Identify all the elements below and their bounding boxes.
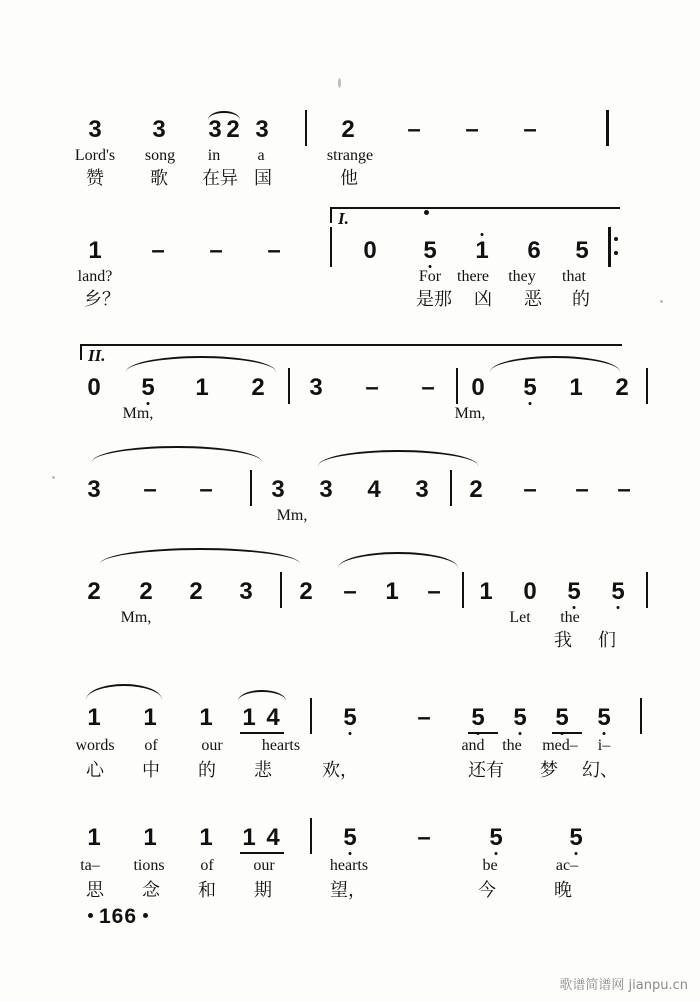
lyric-en: that [562, 268, 586, 285]
volta-label: I. [338, 209, 349, 228]
barline [646, 572, 648, 608]
barline [646, 368, 648, 404]
note: 1 [479, 578, 493, 605]
slur [318, 450, 478, 466]
lyric-cn: 乡？ [84, 289, 120, 310]
lyric-en: a [257, 147, 265, 164]
page-number-dot-left [88, 913, 93, 918]
watermark-text: 歌谱简谱网 jianpu.cn [559, 978, 688, 993]
note: 1 [87, 824, 101, 851]
note-low: 5 [486, 824, 506, 852]
page-number [88, 905, 148, 929]
note-extend: – [417, 704, 431, 731]
note: 3 [271, 476, 285, 503]
note: 3 [319, 476, 333, 503]
barline [305, 110, 307, 146]
lyric-cn: 晚 [554, 880, 572, 901]
lyric-cn: 在异 [202, 168, 238, 189]
note-extend: – [143, 476, 157, 503]
lyric-cn: 凶 [474, 289, 492, 310]
volta-label: II. [88, 346, 106, 365]
note: 0 [87, 374, 101, 401]
lyric-en: For [418, 268, 442, 285]
slur [86, 684, 162, 700]
barline [450, 470, 452, 506]
note: 1 [199, 824, 213, 851]
page-number-value: 166 [99, 905, 138, 928]
note: 2 [87, 578, 101, 605]
beam [468, 732, 498, 734]
note-extend: – [421, 374, 435, 401]
note-extend: – [465, 116, 479, 143]
lyric-en: Mm, [122, 405, 154, 422]
lyric-en: our [253, 857, 275, 874]
lyric-cn: 念 [142, 880, 160, 901]
lyric-cn: 欢， [322, 760, 358, 781]
scan-speck [660, 300, 663, 303]
note: 3 [152, 116, 166, 143]
scan-speck [52, 476, 55, 479]
note-low: 5 [468, 704, 488, 732]
note-extend: – [617, 476, 631, 503]
note: 4 [367, 476, 381, 503]
note: 1 [143, 704, 157, 731]
note: 0 [363, 237, 377, 264]
barline [310, 698, 312, 734]
note: 1 [242, 704, 256, 731]
note: 2 [251, 374, 265, 401]
note: 2 [139, 578, 153, 605]
lyric-cn: 歌 [150, 168, 168, 189]
note-low: 5 [520, 374, 540, 402]
note: 1 [242, 824, 256, 851]
volta-dot [424, 210, 429, 215]
note: 1 [199, 704, 213, 731]
beam [240, 852, 284, 854]
lyric-cn: 和 [198, 880, 216, 901]
note: 2 [341, 116, 355, 143]
note: 5 [575, 237, 589, 264]
lyric-en: Let [509, 609, 531, 626]
note-extend: – [523, 116, 537, 143]
lyric-en: Mm, [120, 609, 152, 626]
note: 1 [143, 824, 157, 851]
lyric-cn: 他 [340, 168, 358, 189]
barline [330, 227, 332, 267]
lyric-cn: 的 [572, 289, 590, 310]
beam [240, 732, 284, 734]
lyric-en: there [457, 268, 489, 285]
lyric-cn: 中 [142, 760, 160, 781]
note: 3 [239, 578, 253, 605]
note-extend: – [523, 476, 537, 503]
tie-arc [208, 111, 240, 120]
lyric-cn: 梦 [540, 760, 558, 781]
lyric-cn: 是那 [416, 289, 452, 310]
lyric-cn: 赞 [86, 168, 104, 189]
barline [288, 368, 290, 404]
barline-end [606, 110, 609, 146]
barline [462, 572, 464, 608]
note-extend: – [343, 578, 357, 605]
slur [92, 446, 262, 462]
note: 6 [527, 237, 541, 264]
note: 1 [87, 704, 101, 731]
lyric-en: be [482, 857, 498, 874]
lyric-en: strange [326, 147, 374, 164]
note: 3 [87, 476, 101, 503]
note: 1 [385, 578, 399, 605]
lyric-en: the [502, 737, 522, 754]
lyric-cn: 我 [554, 630, 572, 651]
lyric-en: i– [597, 737, 611, 754]
note: 4 [266, 704, 280, 731]
watermark [559, 974, 688, 993]
lyric-en: hearts [329, 857, 369, 874]
note: 3 [208, 116, 222, 143]
lyric-cn: 心 [86, 760, 104, 781]
lyric-cn: 还有 [468, 760, 504, 781]
note-extend: – [267, 237, 281, 264]
note-high: 1 [472, 237, 492, 265]
lyric-cn: 们 [598, 630, 616, 651]
lyric-en: in [207, 147, 221, 164]
note: 0 [471, 374, 485, 401]
lyric-en: the [560, 609, 580, 626]
note: 3 [88, 116, 102, 143]
note: 2 [615, 374, 629, 401]
lyric-en: of [144, 737, 158, 754]
repeat-barline [608, 227, 618, 267]
lyric-cn: 望， [330, 880, 366, 901]
note: 2 [189, 578, 203, 605]
note: 1 [569, 374, 583, 401]
lyric-en: and [461, 737, 485, 754]
note-extend: – [427, 578, 441, 605]
note-low: 5 [566, 824, 586, 852]
page-number-dot-right [143, 913, 148, 918]
note-low: 5 [138, 374, 158, 402]
note-extend: – [365, 374, 379, 401]
lyric-en: ta– [80, 857, 100, 874]
note: 3 [309, 374, 323, 401]
lyric-cn: 思 [86, 880, 104, 901]
lyric-cn: 悲 [254, 760, 272, 781]
lyric-en: of [200, 857, 214, 874]
note-low: 5 [608, 578, 628, 606]
lyric-en: words [75, 737, 115, 754]
barline [640, 698, 642, 734]
lyric-en: land? [77, 268, 113, 285]
lyric-en: Lord's [74, 147, 116, 164]
note-extend: – [199, 476, 213, 503]
lyric-en: ac– [555, 857, 579, 874]
volta-bracket-1 [330, 207, 620, 223]
note-extend: – [407, 116, 421, 143]
note-low: 5 [552, 704, 572, 732]
scan-speck [338, 78, 341, 88]
lyric-cn: 恶 [524, 289, 542, 310]
note: 1 [88, 237, 102, 264]
lyric-en: Mm, [276, 507, 308, 524]
lyric-en: Mm, [454, 405, 486, 422]
note: 1 [195, 374, 209, 401]
note: 3 [255, 116, 269, 143]
note-low: 5 [594, 704, 614, 732]
note-low: 5 [420, 237, 440, 265]
note-low: 5 [340, 824, 360, 852]
lyric-cn: 国 [254, 168, 272, 189]
note-low: 5 [340, 704, 360, 732]
note: 2 [226, 116, 240, 143]
barline [280, 572, 282, 608]
note: 3 [415, 476, 429, 503]
lyric-en: they [508, 268, 536, 285]
slur [100, 548, 300, 564]
note-low: 5 [564, 578, 584, 606]
barline [250, 470, 252, 506]
note: 0 [523, 578, 537, 605]
note-extend: – [417, 824, 431, 851]
barline [456, 368, 458, 404]
note-extend: – [151, 237, 165, 264]
lyric-en: song [144, 147, 176, 164]
lyric-en: our [201, 737, 223, 754]
lyric-en: hearts [261, 737, 301, 754]
note: 2 [469, 476, 483, 503]
note-low: 5 [510, 704, 530, 732]
note-extend: – [575, 476, 589, 503]
note: 2 [299, 578, 313, 605]
lyric-cn: 期 [254, 880, 272, 901]
lyric-en: tions [133, 857, 165, 874]
lyric-cn: 幻、 [582, 760, 618, 781]
slur [338, 552, 458, 568]
note: 4 [266, 824, 280, 851]
barline [310, 818, 312, 854]
note-extend: – [209, 237, 223, 264]
lyric-en: med– [542, 737, 578, 754]
lyric-cn: 的 [198, 760, 216, 781]
slur [238, 690, 286, 701]
beam [552, 732, 582, 734]
lyric-cn: 今 [478, 880, 496, 901]
